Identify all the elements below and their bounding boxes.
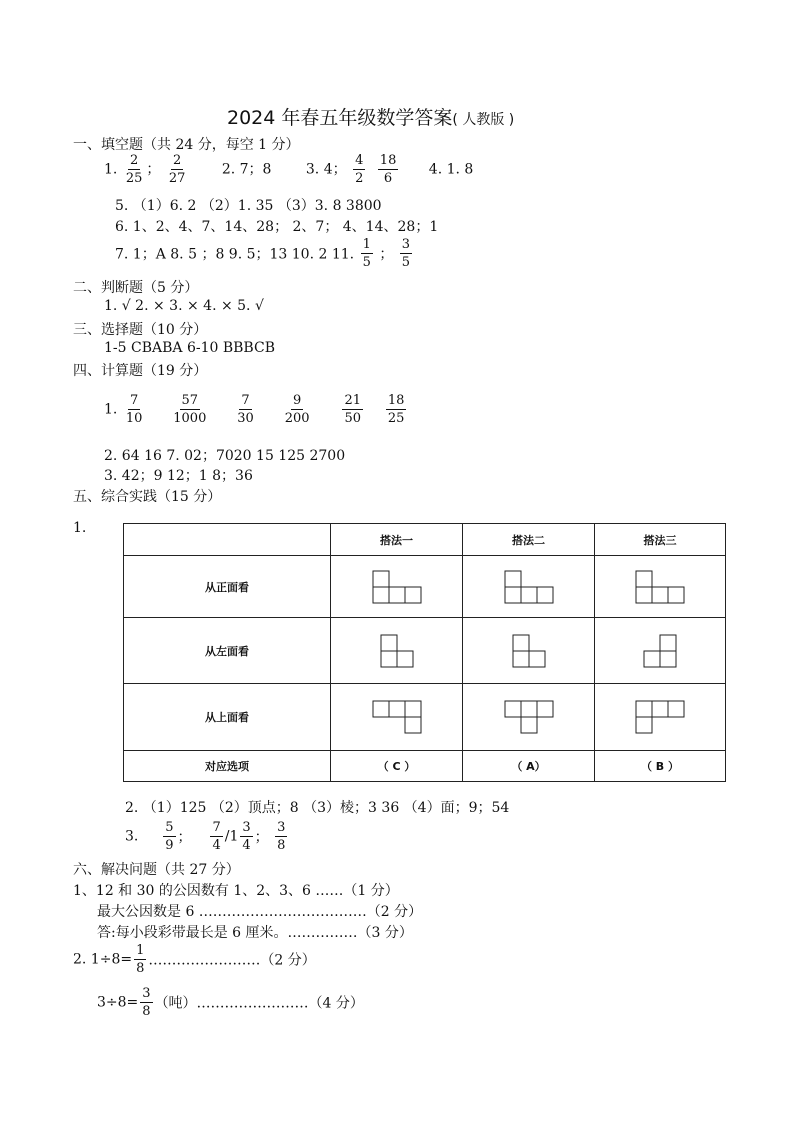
s4-line-3: 3. 42；9 12；1 8；36	[104, 468, 253, 484]
fraction: $\frac{3}{8}$	[277, 820, 286, 853]
s4-line-2: 2. 64 16 7. 02；7020 15 125 2700	[104, 448, 346, 464]
answer-cell: （ B ）	[595, 751, 726, 782]
answer-cell: （ C ）	[331, 751, 463, 782]
fraction: $\frac{1}{8}$	[136, 943, 145, 976]
table-header-row	[124, 524, 726, 556]
fraction: $\frac{3}{5}$	[401, 237, 411, 270]
left-view-1	[331, 618, 463, 684]
row-label: 从正面看	[124, 556, 331, 618]
top-view-3	[595, 684, 726, 751]
s3-line: 1-5 CBABA 6-10 BBBCB	[104, 340, 275, 356]
fraction: $\frac{4}{2}$	[355, 153, 364, 186]
fraction: $\frac{5}{9}$	[165, 820, 174, 853]
table-header-cell: 搭法二	[463, 524, 595, 556]
fraction: $\frac{21}{50}$	[344, 393, 361, 426]
section-5-heading: 五、综合实践（15 分）	[73, 489, 222, 505]
s5-line-2: 2. （1）125 （2）顶点；8 （3）棱；3 36 （4）面；9；54	[125, 800, 510, 816]
top-view-2	[463, 684, 595, 751]
table-row	[124, 751, 726, 782]
left-view-3	[595, 618, 726, 684]
section-4-heading: 四、计算题（19 分）	[73, 363, 208, 379]
top-view-1	[331, 684, 463, 751]
section-2-heading: 二、判断题（5 分）	[73, 280, 199, 296]
section-6-heading: 六、解决问题（共 27 分）	[73, 862, 240, 878]
table-header-cell: 搭法一	[331, 524, 463, 556]
fraction: $\frac{18}{25}$	[387, 393, 405, 426]
section-3-heading: 三、选择题（10 分）	[73, 322, 208, 338]
fraction: $\frac{57}{1000}$	[173, 393, 207, 426]
s1-line-1: 1. $\frac{2}{25}$ ； $\frac{2}{27}$ 2. 7；8 3. 4； $\frac{4}{2}$ $\frac{18}{6}$ 4. 1. 8	[104, 153, 474, 186]
fraction: $\frac{3}{4}$	[242, 820, 251, 853]
s4-line-1: 1. $\frac{7}{10}$ $\frac{57}{1000}$ $\frac{7}{30}$ $\frac{9}{200}$ $\frac{21}{50}$ $\frac{18}{25}$	[104, 393, 405, 426]
s6-q1-line-1: 1、12 和 30 的公因数有 1、2、3、6 ……（1 分）	[73, 883, 399, 899]
fraction: $\frac{7}{30}$	[237, 393, 254, 426]
views-table	[123, 523, 726, 782]
s1-line-5: 5. （1）6. 2 （2）1. 35 （3）3. 8 3800	[115, 198, 382, 214]
s5-item-1-label: 1.	[73, 520, 87, 536]
s2-line: 1. √ 2. × 3. × 4. × 5. √	[104, 298, 264, 314]
row-label: 从左面看	[124, 618, 331, 684]
fraction: $\frac{7}{4}$	[212, 820, 221, 853]
section-1-heading: 一、填空题（共 24 分，每空 1 分）	[73, 137, 300, 153]
s6-q1-line-2: 最大公因数是 6 ………………………………（2 分）	[97, 904, 423, 920]
fraction: $\frac{18}{6}$	[379, 153, 397, 186]
s1-line-7: 7. 1；A 8. 5 ；8 9. 5；13 10. 2 11. $\frac{1}{5}$ ； $\frac{3}{5}$	[115, 237, 411, 270]
front-view-1	[331, 556, 463, 618]
s6-q2-line-2: 3÷8= $\frac{3}{8}$ （吨）……………………（4 分）	[97, 986, 364, 1019]
s1-line-6: 6. 1、2、4、7、14、28； 2、7； 4、14、28；1	[115, 219, 439, 235]
row-label: 从上面看	[124, 684, 331, 751]
table-header-cell: 搭法三	[595, 524, 726, 556]
fraction: $\frac{1}{5}$	[362, 237, 371, 270]
left-view-2	[463, 618, 595, 684]
page-title: 2024 年春五年级数学答案( 人教版 )	[227, 107, 515, 129]
table-row	[124, 684, 726, 751]
front-view-3	[595, 556, 726, 618]
fraction: $\frac{9}{200}$	[284, 393, 310, 426]
fraction: $\frac{7}{10}$	[125, 393, 143, 426]
s6-q2-line-1: 2. 1÷8= $\frac{1}{8}$ ……………………（2 分）	[73, 943, 316, 976]
s6-q1-line-3: 答:每小段彩带最长是 6 厘米。……………（3 分）	[97, 925, 413, 941]
row-label: 对应选项	[124, 751, 331, 782]
s5-line-3: 3. $\frac{5}{9}$ ； $\frac{7}{4}$ /1 $\frac{3}{4}$ ； $\frac{3}{8}$	[125, 820, 286, 853]
fraction: $\frac{2}{25}$	[125, 153, 143, 186]
table-row	[124, 556, 726, 618]
table-header-cell	[124, 524, 331, 556]
fraction: $\frac{2}{27}$	[168, 153, 186, 186]
answer-cell: （ A）	[463, 751, 595, 782]
front-view-2	[463, 556, 595, 618]
table-row	[124, 618, 726, 684]
fraction: $\frac{3}{8}$	[142, 986, 151, 1019]
